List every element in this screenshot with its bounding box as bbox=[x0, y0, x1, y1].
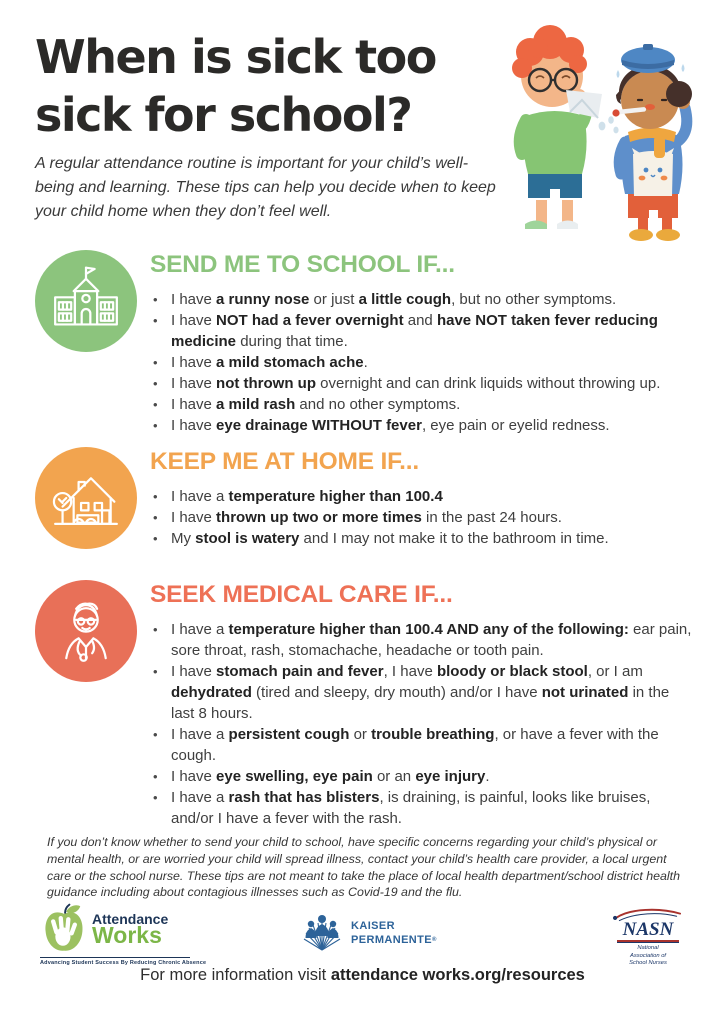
page-title-line1: When is sick too bbox=[35, 30, 436, 84]
send-to-school-list bbox=[148, 289, 693, 436]
disclaimer-text: If you don’t know whether to send your child to school, have specific concerns regarding your child’s physical or mental health, or are worried your child will spread illness, contact your child’s health care provider, a local urgent care or the school nurse. These tips are not meant to take the place of local health department/school district health guidance including about contagious illnesses such as Covid-19 and the flu. bbox=[47, 835, 680, 900]
kaiser-word1: KAISER bbox=[351, 920, 395, 932]
page-title-line2: sick for school? bbox=[35, 88, 412, 142]
doctor-icon bbox=[35, 580, 137, 682]
bullet-item: • My stool is watery and I may not make it to the bathroom in time. bbox=[151, 528, 693, 549]
section-heading-send-to-school: SEND ME TO SCHOOL IF... bbox=[150, 251, 455, 278]
seek-medical-care-list bbox=[148, 619, 693, 829]
bullet-item: • I have a rash that has blisters, is draining, is painful, looks like bruises, and/or I have a fever with the rash. bbox=[151, 787, 693, 829]
home-icon bbox=[35, 447, 137, 549]
school-building-glyph bbox=[49, 264, 123, 338]
bullet-item: • I have eye swelling, eye pain or an eye injury. bbox=[151, 766, 693, 787]
footer-link[interactable]: attendance works.org/resources bbox=[330, 966, 585, 984]
nasn-logo bbox=[602, 907, 694, 968]
footer-prefix: For more information visit bbox=[140, 966, 331, 984]
bullet-item: • I have not thrown up overnight and can drink liquids without throwing up. bbox=[151, 373, 693, 394]
section-heading-keep-at-home: KEEP ME AT HOME IF... bbox=[150, 448, 419, 475]
bullet-item: • I have a temperature higher than 100.4 AND any of the following: ear pain, sore throat, rash, stomachache, headache or tooth pain. bbox=[151, 619, 693, 661]
school-icon bbox=[35, 250, 137, 352]
apple-hand-icon bbox=[40, 903, 88, 955]
sick-children-illustration bbox=[478, 4, 725, 246]
bullet-item: • I have stomach pain and fever, I have bloody or black stool, or I am dehydrated (tired and sleepy, dry mouth) and/or I have not urinated in the last 8 hours. bbox=[151, 661, 693, 724]
keep-at-home-list bbox=[148, 486, 693, 549]
girl-illustration bbox=[612, 44, 692, 241]
bullet-item: • I have a runny nose or just a little cough, but no other symptoms. bbox=[151, 289, 693, 310]
bullet-item: • I have NOT had a fever overnight and have NOT taken fever reducing medicine during that time. bbox=[151, 310, 693, 352]
nasn-acronym: NASN bbox=[617, 920, 680, 942]
house-glyph bbox=[49, 461, 123, 535]
section-keep-at-home bbox=[35, 447, 703, 549]
bullet-item: • I have eye drainage WITHOUT fever, eye pain or eyelid redness. bbox=[151, 415, 693, 436]
kaiser-people-icon bbox=[300, 912, 344, 954]
sick-children-drawing bbox=[478, 4, 725, 246]
doctor-glyph bbox=[49, 594, 123, 668]
kaiser-permanente-logo bbox=[300, 912, 437, 954]
attendance-works-word2: Works bbox=[92, 921, 162, 948]
kaiser-word2: PERMANENTE bbox=[351, 934, 433, 946]
boy-illustration bbox=[512, 25, 619, 236]
attendance-works-word1: Attendance bbox=[92, 910, 169, 927]
bullet-item: • I have a persistent cough or trouble breathing, or have a fever with the cough. bbox=[151, 724, 693, 766]
bullet-item: • I have a mild stomach ache. bbox=[151, 352, 693, 373]
kaiser-registered-mark: ® bbox=[432, 937, 437, 943]
section-send-to-school bbox=[35, 250, 703, 436]
bullet-item: • I have a mild rash and no other symptoms. bbox=[151, 394, 693, 415]
attendance-works-logo bbox=[40, 903, 207, 966]
intro-text: A regular attendance routine is important for your child’s well-being and learning. These tips can help you decide when to keep your child home when they don’t feel well. bbox=[35, 155, 496, 220]
footer-info bbox=[0, 966, 725, 985]
page-title bbox=[35, 28, 495, 144]
section-seek-medical-care bbox=[35, 580, 703, 829]
section-heading-seek-medical-care: SEEK MEDICAL CARE IF... bbox=[150, 581, 453, 608]
nasn-subtitle: National Association of School Nurses bbox=[629, 945, 667, 966]
attendance-works-tagline: Advancing Student Success By Reducing Chronic Absence bbox=[40, 957, 190, 966]
bullet-item: • I have thrown up two or more times in the past 24 hours. bbox=[151, 507, 693, 528]
bullet-item: • I have a temperature higher than 100.4 bbox=[151, 486, 693, 507]
